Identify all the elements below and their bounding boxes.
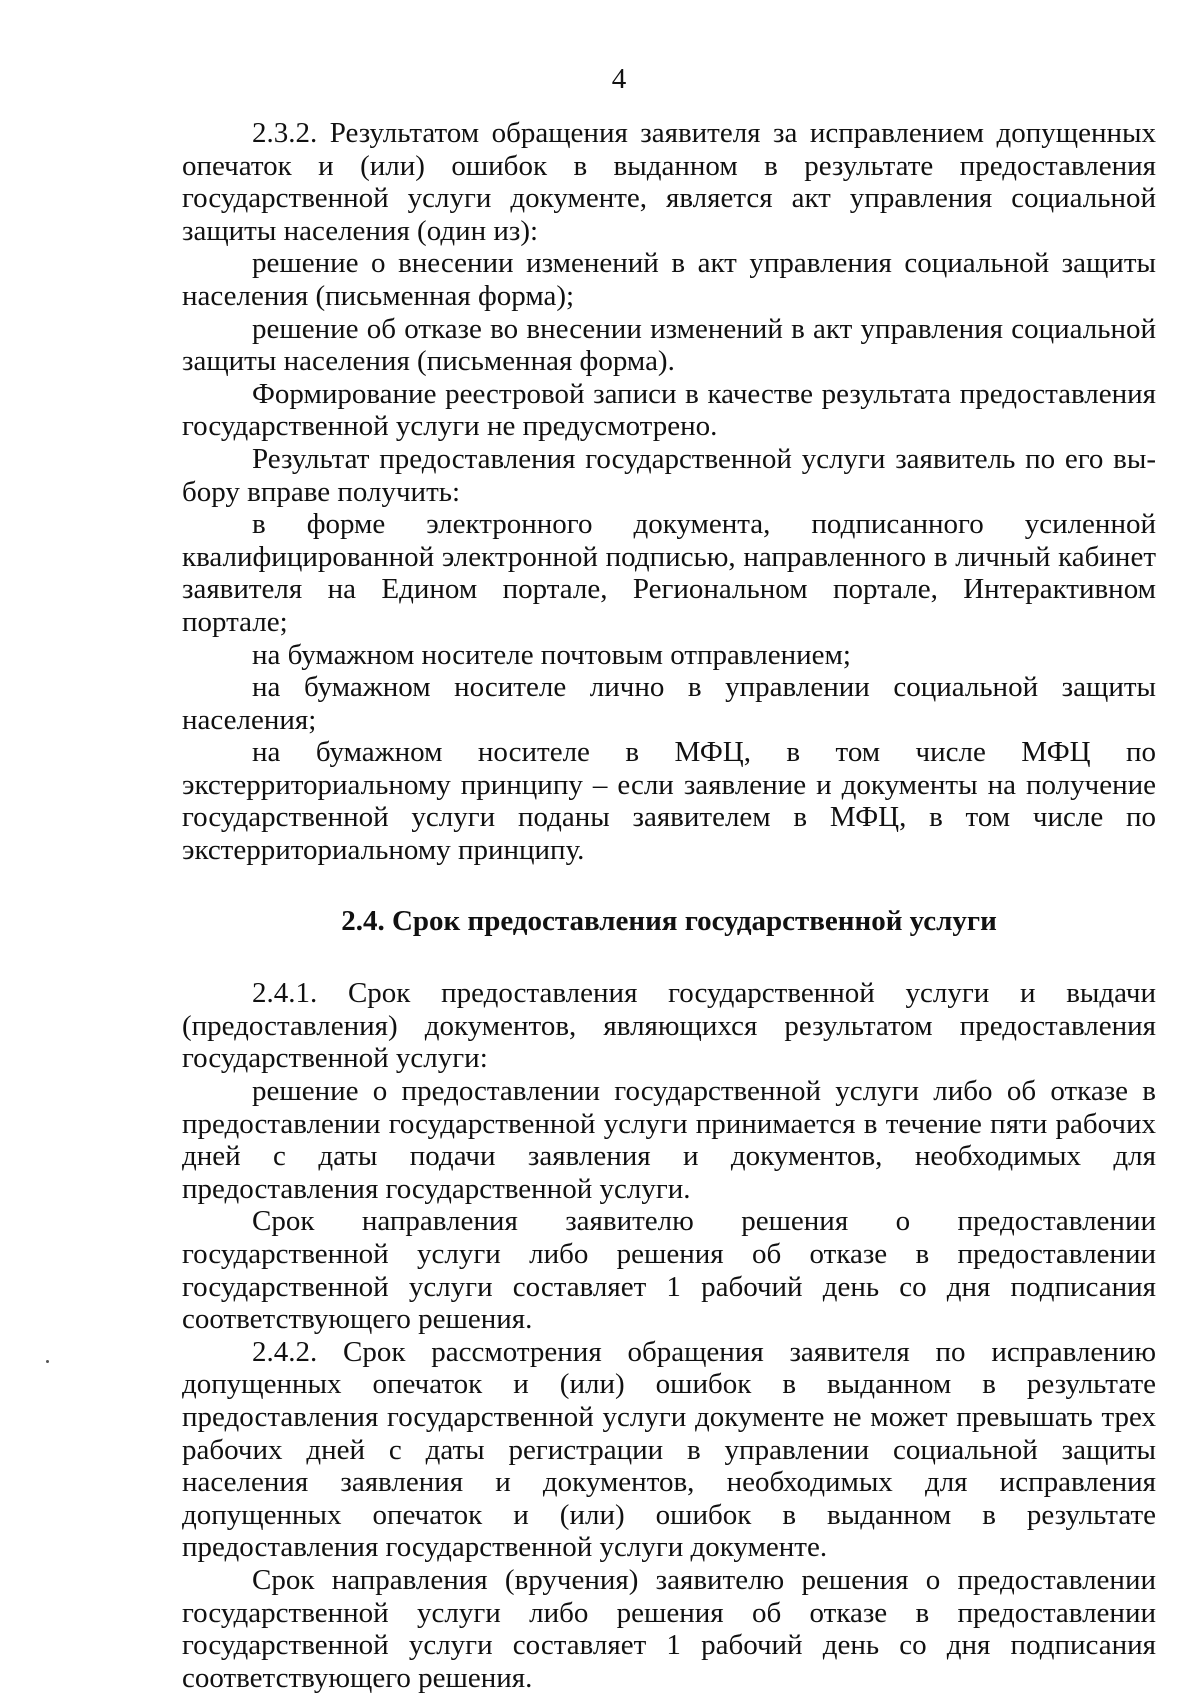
scan-speck — [46, 1360, 49, 1363]
document-body — [182, 117, 1156, 1694]
paragraph-2-4-2: 2.4.2. Срок рассмотрения обращения заявителя по исправлению допущенных опечаток и (или) ошибок в выданном в результате предоставления государственной услуги документе не может превышать трех рабочих дней с даты регистрации в управлении социальной защиты населения заявления и документов, необходимых для исправления допущенных опечаток и (или) ошибок в выданном в результате предоставления государственной услуги документе. — [182, 1335, 1156, 1564]
paragraph-delivery-timeframe: Срок направления (вручения) заявителю решения о предоставлении государственной услуги либо решения об отказе в предоставлении государственной услуги составляет 1 рабочий день со дня подписания соответствующего решения. — [182, 1563, 1156, 1694]
page-number: 4 — [611, 63, 627, 95]
paragraph-decision-timeframe: решение о предоставлении государственной услуги либо об отказе в предоставлении государственной услуги принимается в течение пяти рабочих дней с даты подачи заявления и документов, необходимых для предоставления государственной услуги. — [182, 1075, 1156, 1205]
list-item-electronic-document: в форме электронного документа, подписанного усиленной квалифицированной электронной подписью, направленного в личный кабинет заявителя на Едином портале, Региональном портале, Интерактивном портале; — [182, 508, 1156, 638]
list-item-in-person: на бумажном носителе лично в управлении социальной защиты населения; — [182, 671, 1156, 736]
paragraph-sending-timeframe: Срок направления заявителю решения о предоставлении государственной услуги либо решения об отказе в предоставлении государственной услуги составляет 1 рабочий день со дня подписания соответствующего решения. — [182, 1205, 1156, 1336]
paragraph-result-options: Результат предоставления государственной услуги заявитель по его выбору вправе получить: — [182, 442, 1156, 508]
list-item-decision-changes: решение о внесении изменений в акт управления социальной защиты населения (письменная форма); — [182, 247, 1156, 312]
list-item-decision-refusal: решение об отказе во внесении изменений в акт управления социальной защиты населения (письменная форма). — [182, 312, 1156, 378]
list-item-mfc: на бумажном носителе в МФЦ, в том числе МФЦ по экстерриториальному принципу – если заявление и документы на получение государственной услуги поданы заявителем в МФЦ, в том числе по экстерриториальному принципу. — [182, 736, 1156, 867]
paragraph-2-4-1: 2.4.1. Срок предоставления государственной услуги и выдачи (предоставления) документов, являющихся результатом предоставления государственной услуги: — [182, 977, 1156, 1075]
list-item-postal-delivery: на бумажном носителе почтовым отправлением; — [252, 638, 851, 671]
paragraph-registry-record: Формирование реестровой записи в качестве результата предоставления государственной услуги не предусмотрено. — [182, 377, 1156, 443]
paragraph-2-3-2: 2.3.2. Результатом обращения заявителя за исправлением допущенных опечаток и (или) ошибок в выданном в результате предоставления государственной услуги документе, является акт управления социальной защиты населения (один из): — [182, 117, 1156, 247]
section-heading-2-4: 2.4. Срок предоставления государственной услуги — [341, 904, 997, 937]
